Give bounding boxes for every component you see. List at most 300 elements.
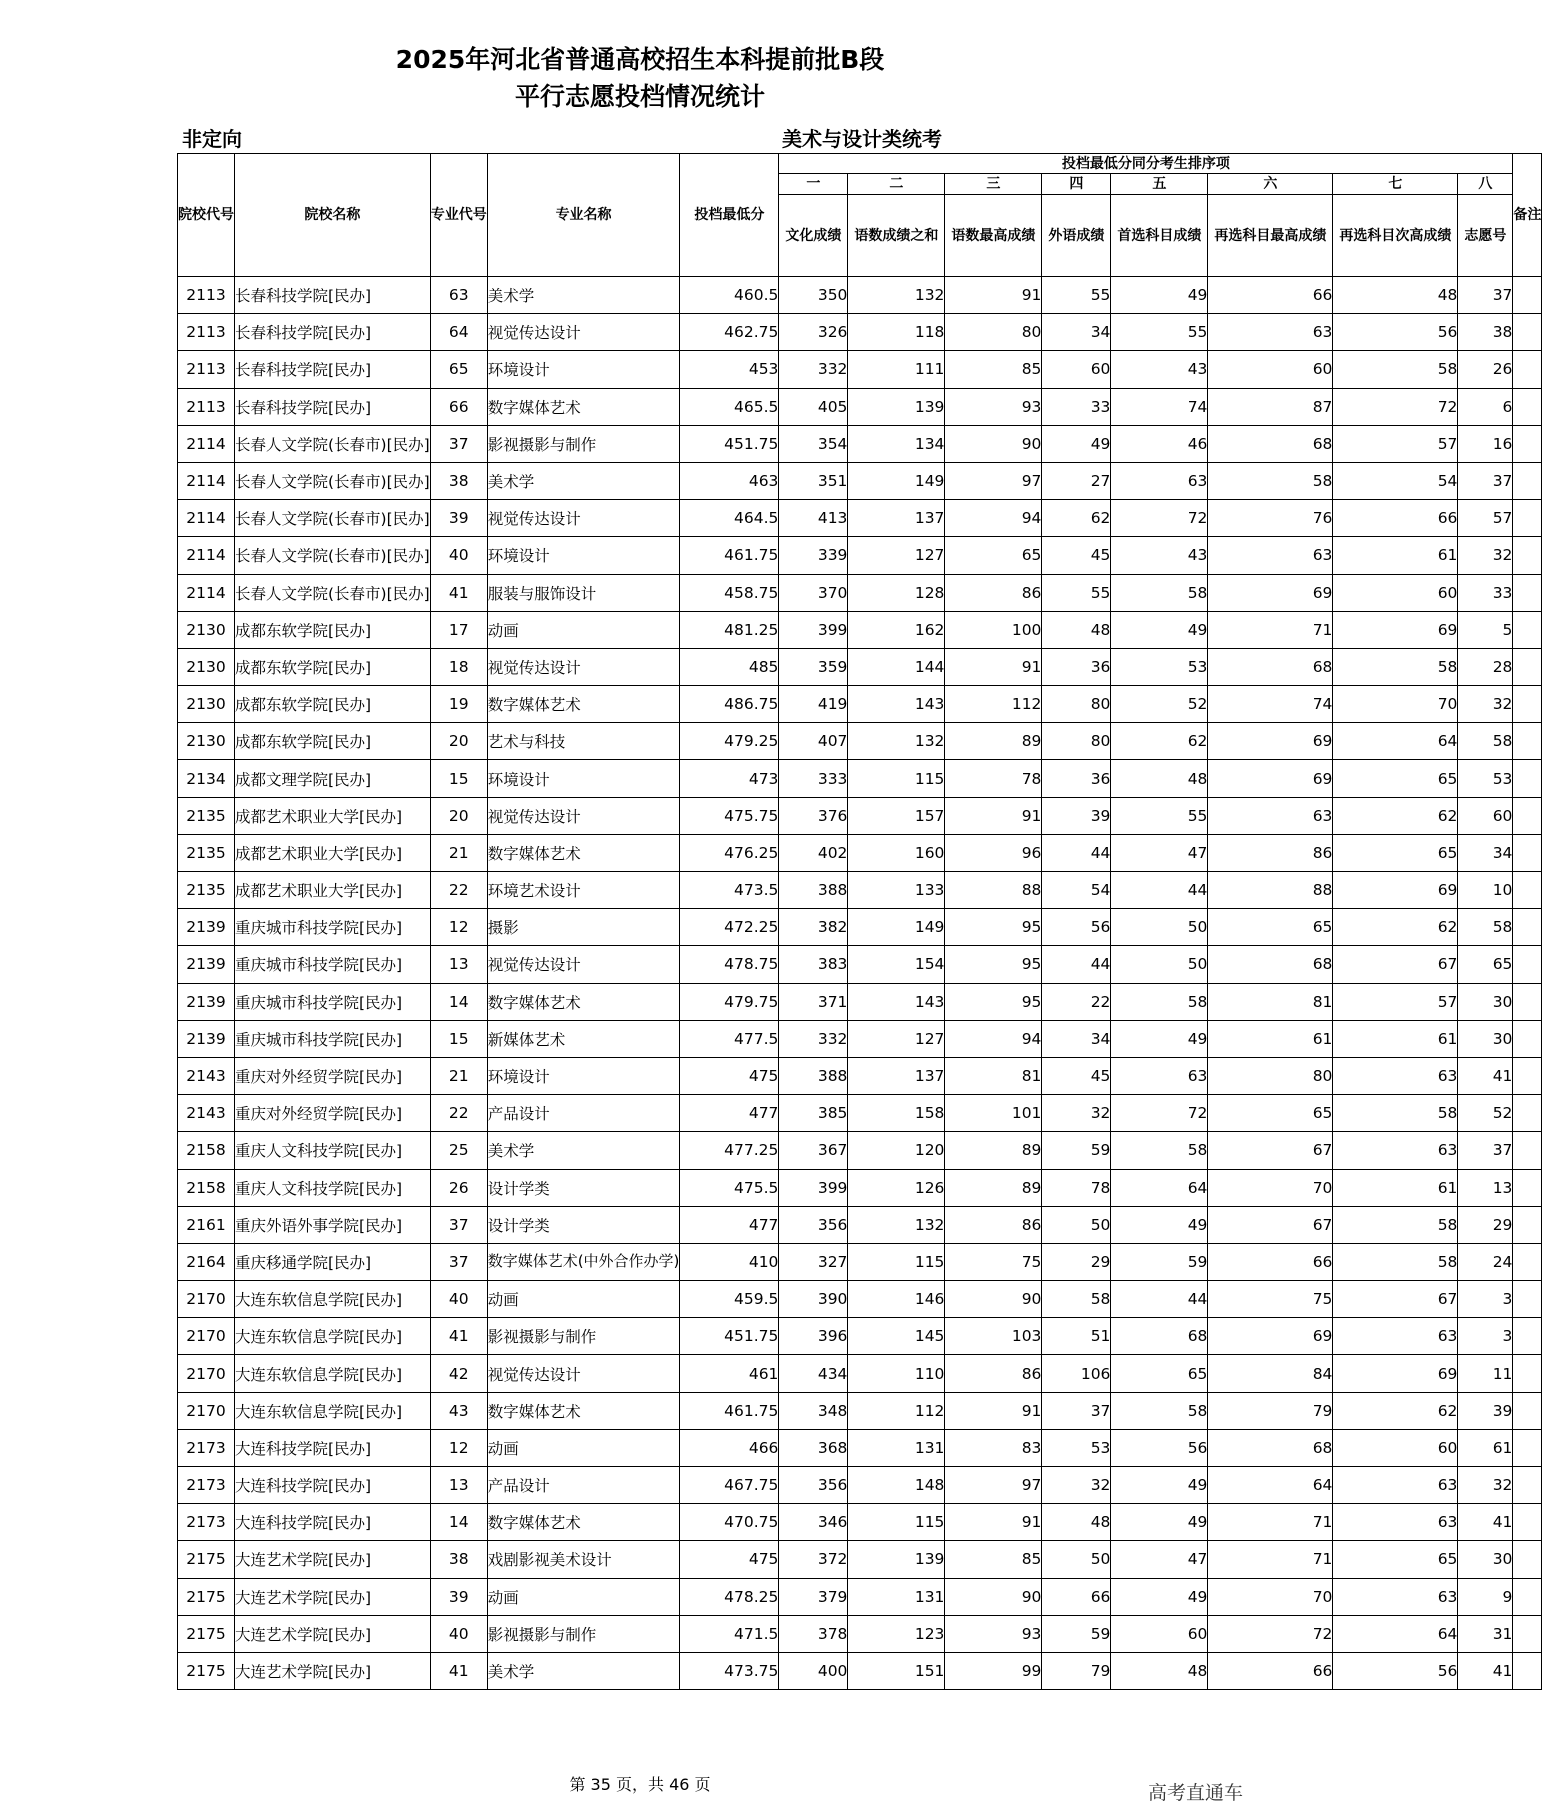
cell-second-subject-max: 68 [1208,648,1333,685]
cell-school-code: 2114 [178,462,235,499]
cell-min-score: 410 [680,1243,779,1280]
cell-second-subject-max: 67 [1208,1206,1333,1243]
cell-chn-math-sum: 149 [848,909,945,946]
cell-chn-math-max: 100 [945,611,1042,648]
cell-major-code: 22 [430,1095,487,1132]
cell-first-subject: 50 [1111,909,1208,946]
cell-second-subject-max: 69 [1208,574,1333,611]
cell-second-subject-second: 63 [1333,1578,1458,1615]
cell-second-subject-second: 58 [1333,1206,1458,1243]
cell-major-code: 13 [430,1467,487,1504]
cell-foreign-lang: 37 [1042,1392,1111,1429]
cell-preference-no: 6 [1458,388,1513,425]
cell-culture-score: 379 [779,1578,848,1615]
cell-school-code: 2170 [178,1392,235,1429]
cell-second-subject-max: 68 [1208,1429,1333,1466]
cell-preference-no: 60 [1458,797,1513,834]
cell-preference-no: 30 [1458,1020,1513,1057]
cell-second-subject-max: 63 [1208,314,1333,351]
cell-foreign-lang: 62 [1042,500,1111,537]
cell-major-code: 12 [430,909,487,946]
cell-major-code: 40 [430,1281,487,1318]
cell-foreign-lang: 54 [1042,872,1111,909]
cell-foreign-lang: 80 [1042,686,1111,723]
cell-culture-score: 400 [779,1652,848,1689]
cell-major-code: 39 [430,1578,487,1615]
cell-culture-score: 356 [779,1467,848,1504]
cell-min-score: 477 [680,1095,779,1132]
cell-second-subject-second: 63 [1333,1467,1458,1504]
cell-major-name: 艺术与科技 [487,723,680,760]
table-row [178,1578,1542,1615]
cell-culture-score: 388 [779,872,848,909]
cell-culture-score: 371 [779,983,848,1020]
cell-second-subject-second: 54 [1333,462,1458,499]
cell-culture-score: 372 [779,1541,848,1578]
cell-school-name: 成都艺术职业大学[民办] [235,834,431,871]
cell-major-code: 42 [430,1355,487,1392]
cell-min-score: 471.5 [680,1615,779,1652]
cell-culture-score: 383 [779,946,848,983]
cell-remark [1513,1318,1542,1355]
cell-school-name: 大连东软信息学院[民办] [235,1318,431,1355]
cell-school-code: 2161 [178,1206,235,1243]
cell-second-subject-second: 56 [1333,314,1458,351]
cell-chn-math-sum: 143 [848,983,945,1020]
cell-chn-math-max: 85 [945,351,1042,388]
admission-table [177,153,1542,1690]
cell-culture-score: 434 [779,1355,848,1392]
cell-chn-math-max: 89 [945,1132,1042,1169]
cell-major-code: 21 [430,1057,487,1094]
cell-chn-math-sum: 115 [848,1504,945,1541]
cell-foreign-lang: 44 [1042,946,1111,983]
cell-min-score: 475 [680,1057,779,1094]
header-criterion-1: 文化成绩 [779,195,848,277]
cell-first-subject: 58 [1111,574,1208,611]
cell-second-subject-second: 67 [1333,1281,1458,1318]
header-remark: 备注 [1513,154,1542,277]
cell-preference-no: 53 [1458,760,1513,797]
cell-school-name: 大连科技学院[民办] [235,1467,431,1504]
cell-remark [1513,1615,1542,1652]
cell-culture-score: 378 [779,1615,848,1652]
header-school-name: 院校名称 [235,154,431,277]
cell-first-subject: 43 [1111,537,1208,574]
cell-chn-math-max: 112 [945,686,1042,723]
cell-foreign-lang: 44 [1042,834,1111,871]
cell-second-subject-second: 61 [1333,537,1458,574]
cell-min-score: 467.75 [680,1467,779,1504]
cell-school-name: 大连艺术学院[民办] [235,1541,431,1578]
cell-chn-math-max: 86 [945,1355,1042,1392]
cell-second-subject-max: 80 [1208,1057,1333,1094]
cell-second-subject-max: 76 [1208,500,1333,537]
cell-major-name: 影视摄影与制作 [487,1318,680,1355]
cell-preference-no: 30 [1458,1541,1513,1578]
cell-major-name: 数字媒体艺术 [487,686,680,723]
table-row [178,1206,1542,1243]
cell-school-name: 重庆人文科技学院[民办] [235,1169,431,1206]
cell-second-subject-second: 56 [1333,1652,1458,1689]
cell-preference-no: 39 [1458,1392,1513,1429]
cell-major-name: 环境设计 [487,351,680,388]
cell-school-code: 2130 [178,723,235,760]
cell-major-name: 影视摄影与制作 [487,425,680,462]
cell-foreign-lang: 106 [1042,1355,1111,1392]
cell-remark [1513,388,1542,425]
table-row [178,351,1542,388]
cell-school-name: 大连科技学院[民办] [235,1504,431,1541]
cell-chn-math-sum: 154 [848,946,945,983]
cell-chn-math-sum: 139 [848,1541,945,1578]
cell-second-subject-second: 58 [1333,648,1458,685]
cell-school-code: 2113 [178,314,235,351]
cell-major-code: 20 [430,723,487,760]
cell-second-subject-second: 60 [1333,574,1458,611]
cell-remark [1513,611,1542,648]
cell-preference-no: 16 [1458,425,1513,462]
cell-min-score: 460.5 [680,277,779,314]
cell-school-code: 2130 [178,648,235,685]
cell-culture-score: 376 [779,797,848,834]
cell-school-name: 长春科技学院[民办] [235,314,431,351]
cell-remark [1513,797,1542,834]
cell-remark [1513,1206,1542,1243]
cell-second-subject-second: 63 [1333,1132,1458,1169]
table-row [178,277,1542,314]
cell-major-name: 美术学 [487,1652,680,1689]
cell-chn-math-sum: 123 [848,1615,945,1652]
header-school-code: 院校代号 [178,154,235,277]
cell-school-code: 2143 [178,1057,235,1094]
cell-preference-no: 32 [1458,686,1513,723]
cell-chn-math-sum: 151 [848,1652,945,1689]
cell-preference-no: 32 [1458,537,1513,574]
cell-second-subject-max: 84 [1208,1355,1333,1392]
cell-culture-score: 354 [779,425,848,462]
cell-second-subject-max: 71 [1208,1504,1333,1541]
cell-major-code: 43 [430,1392,487,1429]
cell-first-subject: 53 [1111,648,1208,685]
cell-chn-math-max: 80 [945,314,1042,351]
cell-foreign-lang: 55 [1042,277,1111,314]
cell-min-score: 461.75 [680,537,779,574]
cell-foreign-lang: 32 [1042,1467,1111,1504]
cell-school-code: 2170 [178,1355,235,1392]
cell-school-code: 2135 [178,834,235,871]
cell-preference-no: 37 [1458,462,1513,499]
cell-first-subject: 52 [1111,686,1208,723]
cell-second-subject-max: 88 [1208,872,1333,909]
cell-preference-no: 41 [1458,1504,1513,1541]
table-row [178,500,1542,537]
cell-school-name: 长春人文学院(长春市)[民办] [235,462,431,499]
table-row [178,648,1542,685]
cell-foreign-lang: 51 [1042,1318,1111,1355]
cell-second-subject-second: 69 [1333,872,1458,909]
cell-major-name: 动画 [487,611,680,648]
cell-second-subject-max: 69 [1208,723,1333,760]
cell-culture-score: 367 [779,1132,848,1169]
table-row [178,537,1542,574]
cell-min-score: 472.25 [680,909,779,946]
cell-foreign-lang: 22 [1042,983,1111,1020]
table-row [178,1132,1542,1169]
cell-second-subject-second: 64 [1333,723,1458,760]
header-major-name: 专业名称 [487,154,680,277]
cell-remark [1513,1652,1542,1689]
cell-school-name: 重庆对外经贸学院[民办] [235,1095,431,1132]
cell-culture-score: 413 [779,500,848,537]
cell-school-name: 长春科技学院[民办] [235,277,431,314]
cell-second-subject-max: 67 [1208,1132,1333,1169]
cell-culture-score: 339 [779,537,848,574]
cell-preference-no: 3 [1458,1318,1513,1355]
cell-min-score: 473.75 [680,1652,779,1689]
cell-remark [1513,1504,1542,1541]
cell-preference-no: 61 [1458,1429,1513,1466]
cell-second-subject-max: 58 [1208,462,1333,499]
table-row [178,1020,1542,1057]
cell-preference-no: 33 [1458,574,1513,611]
cell-preference-no: 31 [1458,1615,1513,1652]
cell-second-subject-second: 70 [1333,686,1458,723]
cell-second-subject-second: 61 [1333,1020,1458,1057]
cell-school-code: 2139 [178,1020,235,1057]
cell-chn-math-max: 99 [945,1652,1042,1689]
cell-foreign-lang: 48 [1042,611,1111,648]
cell-major-code: 38 [430,462,487,499]
cell-culture-score: 402 [779,834,848,871]
cell-chn-math-max: 93 [945,1615,1042,1652]
cell-school-code: 2139 [178,946,235,983]
cell-culture-score: 388 [779,1057,848,1094]
exam-type-label: 美术与设计类统考 [782,127,942,151]
cell-first-subject: 60 [1111,1615,1208,1652]
cell-preference-no: 58 [1458,723,1513,760]
cell-culture-score: 370 [779,574,848,611]
cell-foreign-lang: 27 [1042,462,1111,499]
cell-chn-math-sum: 162 [848,611,945,648]
cell-school-name: 长春人文学院(长春市)[民办] [235,574,431,611]
cell-school-name: 成都东软学院[民办] [235,611,431,648]
cell-remark [1513,872,1542,909]
table-row [178,723,1542,760]
cell-major-code: 64 [430,314,487,351]
cell-school-name: 大连艺术学院[民办] [235,1578,431,1615]
cell-chn-math-sum: 115 [848,1243,945,1280]
cell-major-name: 动画 [487,1429,680,1466]
cell-major-code: 14 [430,983,487,1020]
cell-foreign-lang: 59 [1042,1132,1111,1169]
cell-preference-no: 37 [1458,277,1513,314]
cell-school-code: 2113 [178,277,235,314]
cell-preference-no: 38 [1458,314,1513,351]
cell-preference-no: 65 [1458,946,1513,983]
cell-chn-math-sum: 133 [848,872,945,909]
cell-school-code: 2173 [178,1429,235,1466]
cell-remark [1513,834,1542,871]
cell-major-name: 数字媒体艺术(中外合作办学) [487,1243,680,1280]
cell-chn-math-max: 91 [945,277,1042,314]
cell-major-name: 视觉传达设计 [487,797,680,834]
cell-first-subject: 63 [1111,462,1208,499]
cell-remark [1513,1467,1542,1504]
cell-chn-math-max: 90 [945,1281,1042,1318]
cell-chn-math-sum: 110 [848,1355,945,1392]
cell-major-code: 63 [430,277,487,314]
cell-major-name: 影视摄影与制作 [487,1615,680,1652]
cell-major-code: 25 [430,1132,487,1169]
cell-chn-math-sum: 128 [848,574,945,611]
cell-first-subject: 43 [1111,351,1208,388]
cell-school-code: 2114 [178,574,235,611]
cell-remark [1513,314,1542,351]
cell-first-subject: 44 [1111,1281,1208,1318]
cell-school-name: 大连东软信息学院[民办] [235,1355,431,1392]
cell-major-code: 40 [430,537,487,574]
cell-foreign-lang: 32 [1042,1095,1111,1132]
cell-remark [1513,1132,1542,1169]
table-row [178,946,1542,983]
cell-second-subject-max: 63 [1208,537,1333,574]
cell-second-subject-max: 66 [1208,1243,1333,1280]
cell-chn-math-max: 101 [945,1095,1042,1132]
table-row [178,611,1542,648]
cell-foreign-lang: 78 [1042,1169,1111,1206]
header-criterion-4: 外语成绩 [1042,195,1111,277]
cell-major-name: 环境艺术设计 [487,872,680,909]
cell-chn-math-sum: 127 [848,1020,945,1057]
cell-min-score: 475 [680,1541,779,1578]
cell-foreign-lang: 29 [1042,1243,1111,1280]
cell-first-subject: 48 [1111,760,1208,797]
cell-school-name: 重庆城市科技学院[民办] [235,1020,431,1057]
cell-foreign-lang: 45 [1042,1057,1111,1094]
page-title: 2025年河北省普通高校招生本科提前批B段 [395,45,885,74]
header-rank-6: 六 [1208,174,1333,195]
cell-major-name: 新媒体艺术 [487,1020,680,1057]
cell-second-subject-max: 71 [1208,1541,1333,1578]
cell-school-code: 2113 [178,388,235,425]
cell-foreign-lang: 80 [1042,723,1111,760]
cell-second-subject-second: 65 [1333,760,1458,797]
cell-min-score: 463 [680,462,779,499]
cell-first-subject: 49 [1111,1578,1208,1615]
cell-min-score: 485 [680,648,779,685]
cell-chn-math-max: 88 [945,872,1042,909]
cell-school-name: 重庆城市科技学院[民办] [235,983,431,1020]
cell-school-name: 成都文理学院[民办] [235,760,431,797]
cell-second-subject-second: 60 [1333,1429,1458,1466]
cell-major-name: 设计学类 [487,1206,680,1243]
cell-min-score: 486.75 [680,686,779,723]
header-rank-3: 三 [945,174,1042,195]
cell-remark [1513,277,1542,314]
cell-school-name: 成都东软学院[民办] [235,723,431,760]
cell-major-name: 戏剧影视美术设计 [487,1541,680,1578]
cell-second-subject-second: 57 [1333,983,1458,1020]
cell-remark [1513,909,1542,946]
cell-second-subject-max: 66 [1208,277,1333,314]
header-criterion-5: 首选科目成绩 [1111,195,1208,277]
cell-remark [1513,425,1542,462]
cell-first-subject: 49 [1111,277,1208,314]
cell-chn-math-sum: 146 [848,1281,945,1318]
cell-second-subject-max: 87 [1208,388,1333,425]
cell-remark [1513,1355,1542,1392]
cell-second-subject-second: 62 [1333,1392,1458,1429]
header-major-code: 专业代号 [430,154,487,277]
cell-remark [1513,1020,1542,1057]
cell-chn-math-sum: 111 [848,351,945,388]
header-criterion-8: 志愿号 [1458,195,1513,277]
table-row [178,1169,1542,1206]
cell-chn-math-max: 90 [945,425,1042,462]
table-row [178,834,1542,871]
cell-min-score: 451.75 [680,425,779,462]
cell-school-code: 2175 [178,1652,235,1689]
cell-second-subject-second: 57 [1333,425,1458,462]
cell-second-subject-max: 65 [1208,1095,1333,1132]
page-subtitle: 平行志愿投档情况统计 [514,82,765,111]
cell-remark [1513,1057,1542,1094]
cell-chn-math-max: 97 [945,1467,1042,1504]
cell-min-score: 458.75 [680,574,779,611]
cell-min-score: 473 [680,760,779,797]
cell-school-name: 大连东软信息学院[民办] [235,1392,431,1429]
cell-remark [1513,983,1542,1020]
cell-culture-score: 351 [779,462,848,499]
cell-school-code: 2139 [178,909,235,946]
cell-chn-math-max: 78 [945,760,1042,797]
cell-chn-math-max: 89 [945,1169,1042,1206]
cell-first-subject: 59 [1111,1243,1208,1280]
cell-foreign-lang: 79 [1042,1652,1111,1689]
cell-min-score: 473.5 [680,872,779,909]
cell-culture-score: 326 [779,314,848,351]
cell-remark [1513,537,1542,574]
cell-chn-math-sum: 157 [848,797,945,834]
cell-school-name: 长春科技学院[民办] [235,388,431,425]
cell-major-name: 美术学 [487,1132,680,1169]
cell-major-name: 美术学 [487,277,680,314]
cell-school-code: 2130 [178,686,235,723]
cell-first-subject: 72 [1111,500,1208,537]
table-row [178,1355,1542,1392]
cell-chn-math-max: 91 [945,1392,1042,1429]
cell-min-score: 465.5 [680,388,779,425]
cell-chn-math-max: 91 [945,648,1042,685]
cell-chn-math-max: 97 [945,462,1042,499]
cell-major-name: 摄影 [487,909,680,946]
cell-chn-math-max: 103 [945,1318,1042,1355]
cell-chn-math-sum: 132 [848,277,945,314]
cell-chn-math-max: 94 [945,500,1042,537]
cell-min-score: 476.25 [680,834,779,871]
cell-second-subject-second: 62 [1333,797,1458,834]
cell-min-score: 479.75 [680,983,779,1020]
cell-school-code: 2130 [178,611,235,648]
table-row [178,909,1542,946]
cell-second-subject-second: 61 [1333,1169,1458,1206]
cell-major-name: 服装与服饰设计 [487,574,680,611]
cell-first-subject: 49 [1111,611,1208,648]
cell-school-name: 成都东软学院[民办] [235,648,431,685]
cell-school-code: 2158 [178,1169,235,1206]
cell-major-code: 39 [430,500,487,537]
